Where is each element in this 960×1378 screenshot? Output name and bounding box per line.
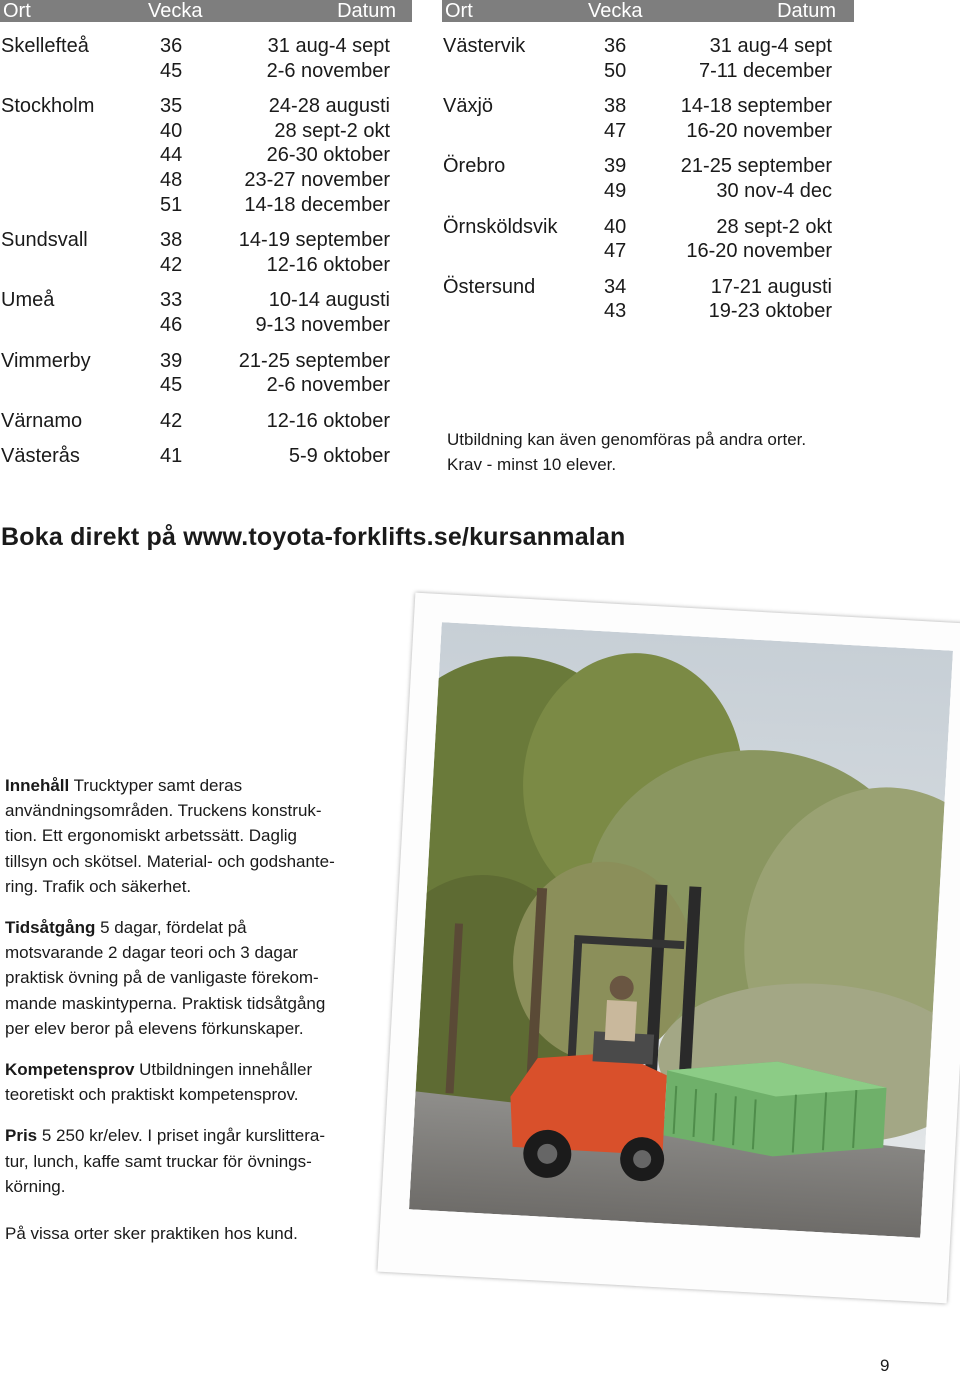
info-tidsatgang xyxy=(5,915,365,1041)
info-kompetensprov xyxy=(5,1057,365,1107)
table-row xyxy=(442,275,854,300)
header-datum: Datum xyxy=(337,0,396,22)
cell-datum: 2-6 november xyxy=(266,374,390,397)
cell-vecka: 47 xyxy=(604,119,627,142)
table-row xyxy=(442,94,854,119)
cell-ort: Stockholm xyxy=(1,95,95,118)
page-number: 9 xyxy=(880,1356,890,1375)
cell-vecka: 43 xyxy=(604,300,627,323)
table-row xyxy=(0,228,412,253)
cell-vecka: 50 xyxy=(604,59,627,82)
cell-datum: 30 nov-4 dec xyxy=(716,179,832,202)
table-body xyxy=(442,34,854,335)
cell-datum: 5-9 oktober xyxy=(288,445,390,468)
table-row xyxy=(0,444,412,469)
table-row xyxy=(442,59,854,84)
cell-ort: Skellefteå xyxy=(1,35,89,57)
cell-vecka: 35 xyxy=(160,95,183,118)
location-group xyxy=(0,444,412,469)
tidsatgang-line: praktisk övning på de vanligaste förekom- xyxy=(5,968,319,988)
cell-datum: 28 sept-2 okt xyxy=(274,119,390,142)
cell-datum: 31 aug-4 sept xyxy=(709,35,832,57)
cell-datum: 17-21 augusti xyxy=(710,275,832,298)
location-group xyxy=(0,409,412,434)
cell-vecka: 47 xyxy=(604,240,627,263)
table-body xyxy=(0,34,412,480)
cell-datum: 14-19 september xyxy=(238,229,390,252)
table-row xyxy=(0,94,412,119)
table-header xyxy=(442,0,854,22)
table-row xyxy=(0,313,412,338)
location-group xyxy=(0,288,412,337)
info-footer-note: På vissa orter sker praktiken hos kund. xyxy=(5,1224,298,1244)
cell-vecka: 40 xyxy=(160,119,183,142)
photo-card xyxy=(377,593,960,1304)
schedule-table-right xyxy=(442,0,854,323)
pris-line: körning. xyxy=(5,1176,66,1196)
note-line-2: Krav - minst 10 elever. xyxy=(447,455,617,474)
location-group xyxy=(0,228,412,277)
cell-ort: Vimmerby xyxy=(1,349,91,372)
table-row xyxy=(0,59,412,84)
innehall-label: Innehåll xyxy=(5,776,70,795)
table-row xyxy=(0,168,412,193)
cell-datum: 14-18 september xyxy=(680,95,832,118)
cell-ort: Umeå xyxy=(1,289,55,312)
table-row xyxy=(0,409,412,434)
table-row xyxy=(442,215,854,240)
cell-ort: Växjö xyxy=(443,95,494,118)
header-ort: Ort xyxy=(3,0,31,22)
table-row xyxy=(0,253,412,278)
forklift-photo xyxy=(409,622,953,1238)
table-row xyxy=(0,34,412,59)
cell-datum: 31 aug-4 sept xyxy=(267,35,390,57)
innehall-line: Trucktyper samt deras xyxy=(73,776,243,795)
cell-vecka: 40 xyxy=(604,215,627,238)
info-innehall xyxy=(5,773,365,899)
table-row xyxy=(442,154,854,179)
table-row xyxy=(0,193,412,218)
table-row xyxy=(0,373,412,398)
innehall-line: tion. Ett ergonomiskt arbetssätt. Daglig xyxy=(5,826,297,846)
cell-ort: Västervik xyxy=(443,35,526,57)
cell-datum: 24-28 augusti xyxy=(268,95,390,118)
innehall-line: ring. Trafik och säkerhet. xyxy=(5,876,192,896)
cell-datum: 16-20 november xyxy=(686,240,832,263)
table-row xyxy=(442,119,854,144)
innehall-line: tillsyn och skötsel. Material- och godshante- xyxy=(5,851,335,871)
tidsatgang-label: Tidsåtgång xyxy=(5,918,96,938)
cell-vecka: 33 xyxy=(160,289,183,312)
cell-datum: 23-27 november xyxy=(244,168,390,191)
cell-datum: 12-16 oktober xyxy=(266,409,390,432)
header-vecka: Vecka xyxy=(148,0,203,22)
cell-vecka: 51 xyxy=(160,193,183,216)
pris-line: 5 250 kr/elev. I priset ingår kurslittera- xyxy=(41,1126,326,1146)
location-group xyxy=(442,94,854,143)
tidsatgang-line: per elev beror på elevens förkunskaper. xyxy=(5,1018,304,1038)
kompetensprov-line: teoretiskt och praktiskt kompetensprov. xyxy=(5,1085,299,1105)
cell-vecka: 34 xyxy=(604,275,627,298)
location-group xyxy=(442,154,854,203)
schedule-table-left xyxy=(0,0,412,468)
cell-datum: 21-25 september xyxy=(238,349,390,372)
cell-datum: 2-6 november xyxy=(266,59,390,82)
cell-vecka: 46 xyxy=(160,313,183,336)
cell-vecka: 38 xyxy=(160,229,183,252)
cell-datum: 10-14 augusti xyxy=(268,289,390,312)
header-datum: Datum xyxy=(777,0,836,22)
location-group xyxy=(0,94,412,217)
cell-vecka: 42 xyxy=(160,253,183,276)
location-group xyxy=(442,275,854,324)
cell-datum: 26-30 oktober xyxy=(266,144,390,167)
cell-vecka: 44 xyxy=(160,144,183,167)
cell-ort: Västerås xyxy=(1,445,80,468)
table-row xyxy=(442,299,854,324)
cell-datum: 9-13 november xyxy=(255,313,390,336)
location-group xyxy=(0,349,412,398)
cell-vecka: 39 xyxy=(160,349,183,372)
cell-ort: Örnsköldsvik xyxy=(443,215,558,238)
location-group xyxy=(442,215,854,264)
table-row xyxy=(442,179,854,204)
cell-datum: 16-20 november xyxy=(686,119,832,142)
tidsatgang-line: mande maskintyperna. Praktisk tidsåtgång xyxy=(5,993,326,1013)
cell-datum: 14-18 december xyxy=(244,193,390,216)
cell-vecka: 41 xyxy=(160,445,183,468)
cell-vecka: 45 xyxy=(160,59,183,82)
cell-ort: Östersund xyxy=(443,275,536,298)
location-group xyxy=(0,34,412,83)
cell-ort: Värnamo xyxy=(1,409,83,432)
info-pris xyxy=(5,1123,365,1199)
cell-vecka: 39 xyxy=(604,155,627,178)
table-row xyxy=(0,349,412,374)
note-other-locations xyxy=(447,427,927,477)
pris-label: Pris xyxy=(5,1126,38,1146)
cell-datum: 28 sept-2 okt xyxy=(716,215,832,238)
header-ort: Ort xyxy=(445,0,473,22)
booking-link[interactable]: Boka direkt på www.toyota-forklifts.se/kursanmalan xyxy=(1,523,626,551)
cell-vecka: 48 xyxy=(160,168,183,191)
kompetensprov-line: Utbildningen innehåller xyxy=(139,1060,313,1080)
table-row xyxy=(0,143,412,168)
innehall-line: användningsområden. Truckens konstruk- xyxy=(5,801,322,821)
table-row xyxy=(0,119,412,144)
cell-datum: 12-16 oktober xyxy=(266,253,390,276)
cell-vecka: 42 xyxy=(160,409,183,432)
table-row xyxy=(0,288,412,313)
table-row xyxy=(442,34,854,59)
cell-datum: 21-25 september xyxy=(680,155,832,178)
cell-vecka: 49 xyxy=(604,179,627,202)
kompetensprov-label: Kompetensprov xyxy=(5,1060,135,1080)
tidsatgang-line: motsvarande 2 dagar teori och 3 dagar xyxy=(5,943,298,963)
course-info xyxy=(5,773,365,1262)
cell-vecka: 45 xyxy=(160,374,183,397)
cell-datum: 7-11 december xyxy=(698,59,832,82)
header-vecka: Vecka xyxy=(588,0,643,22)
pris-line: tur, lunch, kaffe samt truckar för övnings- xyxy=(5,1151,312,1171)
cell-ort: Sundsvall xyxy=(1,229,88,252)
location-group xyxy=(442,34,854,83)
tidsatgang-line: 5 dagar, fördelat på xyxy=(100,918,247,938)
cell-vecka: 38 xyxy=(604,95,627,118)
cell-vecka: 36 xyxy=(160,35,183,57)
note-line-1: Utbildning kan även genomföras på andra orter. xyxy=(447,430,807,449)
cell-ort: Örebro xyxy=(443,155,506,178)
table-row xyxy=(442,239,854,264)
cell-datum: 19-23 oktober xyxy=(708,300,832,323)
cell-vecka: 36 xyxy=(604,35,627,57)
table-header xyxy=(0,0,412,22)
